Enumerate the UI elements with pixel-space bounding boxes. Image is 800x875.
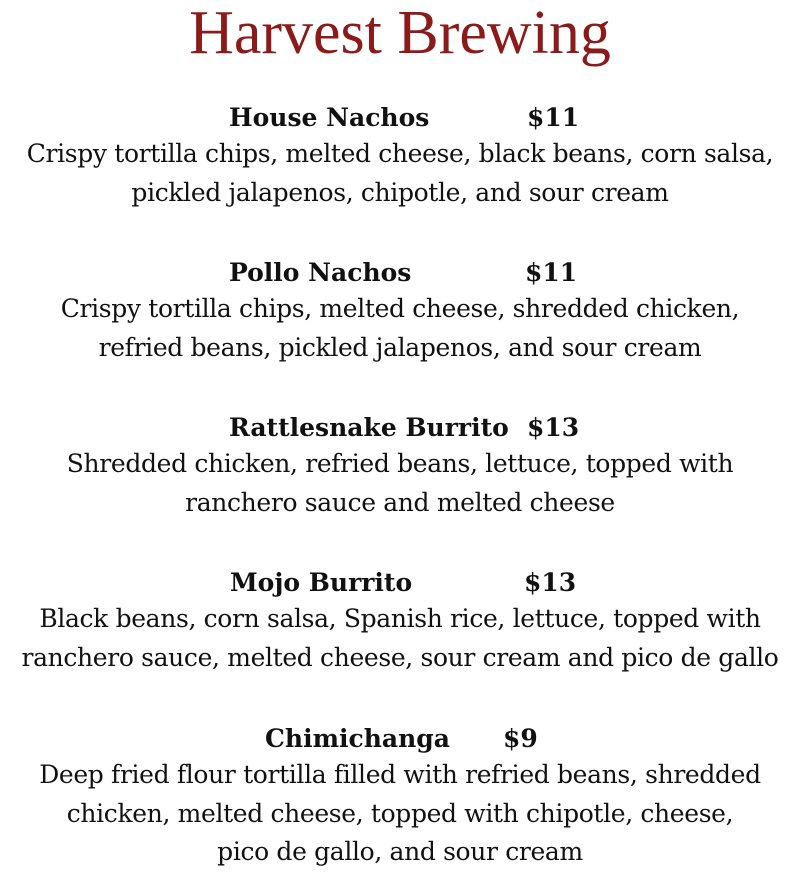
description-line: refried beans, pickled jalapenos, and sour cream <box>98 332 702 362</box>
description-line: Deep fried flour tortilla filled with refried beans, shredded <box>39 760 761 789</box>
description-line: pico de gallo, and sour cream <box>217 837 583 866</box>
menu-item-header <box>0 566 800 600</box>
menu-item-name: Pollo Nachos <box>229 258 412 287</box>
menu-item-name: Mojo Burrito <box>230 568 413 597</box>
menu-item-name: Chimichanga <box>265 724 450 753</box>
menu-item-price: $11 <box>527 103 580 132</box>
menu-item-name: House Nachos <box>229 103 430 132</box>
menu-item-description <box>0 290 800 367</box>
menu-item-description <box>0 756 800 872</box>
menu-item-price: $13 <box>527 413 580 442</box>
menu-item <box>0 566 800 677</box>
menu-item-price: $11 <box>525 258 578 287</box>
menu-item-price: $9 <box>503 724 538 753</box>
description-line: Crispy tortilla chips, melted cheese, shredded chicken, <box>60 294 740 323</box>
description-line: pickled jalapenos, chipotle, and sour cream <box>131 177 669 207</box>
menu-item-description <box>0 445 800 522</box>
menu-item-description <box>0 600 800 677</box>
menu-item-price: $13 <box>524 568 577 597</box>
menu-item <box>0 722 800 872</box>
menu-item-description <box>0 135 800 212</box>
menu-item <box>0 411 800 522</box>
menu-item <box>0 256 800 367</box>
description-line: Shredded chicken, refried beans, lettuce, topped with <box>66 449 734 478</box>
description-line: Black beans, corn salsa, Spanish rice, lettuce, topped with <box>39 604 761 633</box>
description-line: chicken, melted cheese, topped with chipotle, cheese, <box>66 798 734 828</box>
menu-item-name: Rattlesnake Burrito <box>229 413 509 442</box>
menu-item <box>0 101 800 212</box>
menu-item-header <box>0 101 800 135</box>
menu-item-header <box>0 722 800 756</box>
description-line: Crispy tortilla chips, melted cheese, black beans, corn salsa, <box>26 139 774 168</box>
restaurant-title: Harvest Brewing <box>189 0 611 67</box>
menu-item-header <box>0 411 800 445</box>
menu-item-header <box>0 256 800 290</box>
description-line: ranchero sauce and melted cheese <box>185 487 615 517</box>
description-line: ranchero sauce, melted cheese, sour cream and pico de gallo <box>21 642 779 672</box>
